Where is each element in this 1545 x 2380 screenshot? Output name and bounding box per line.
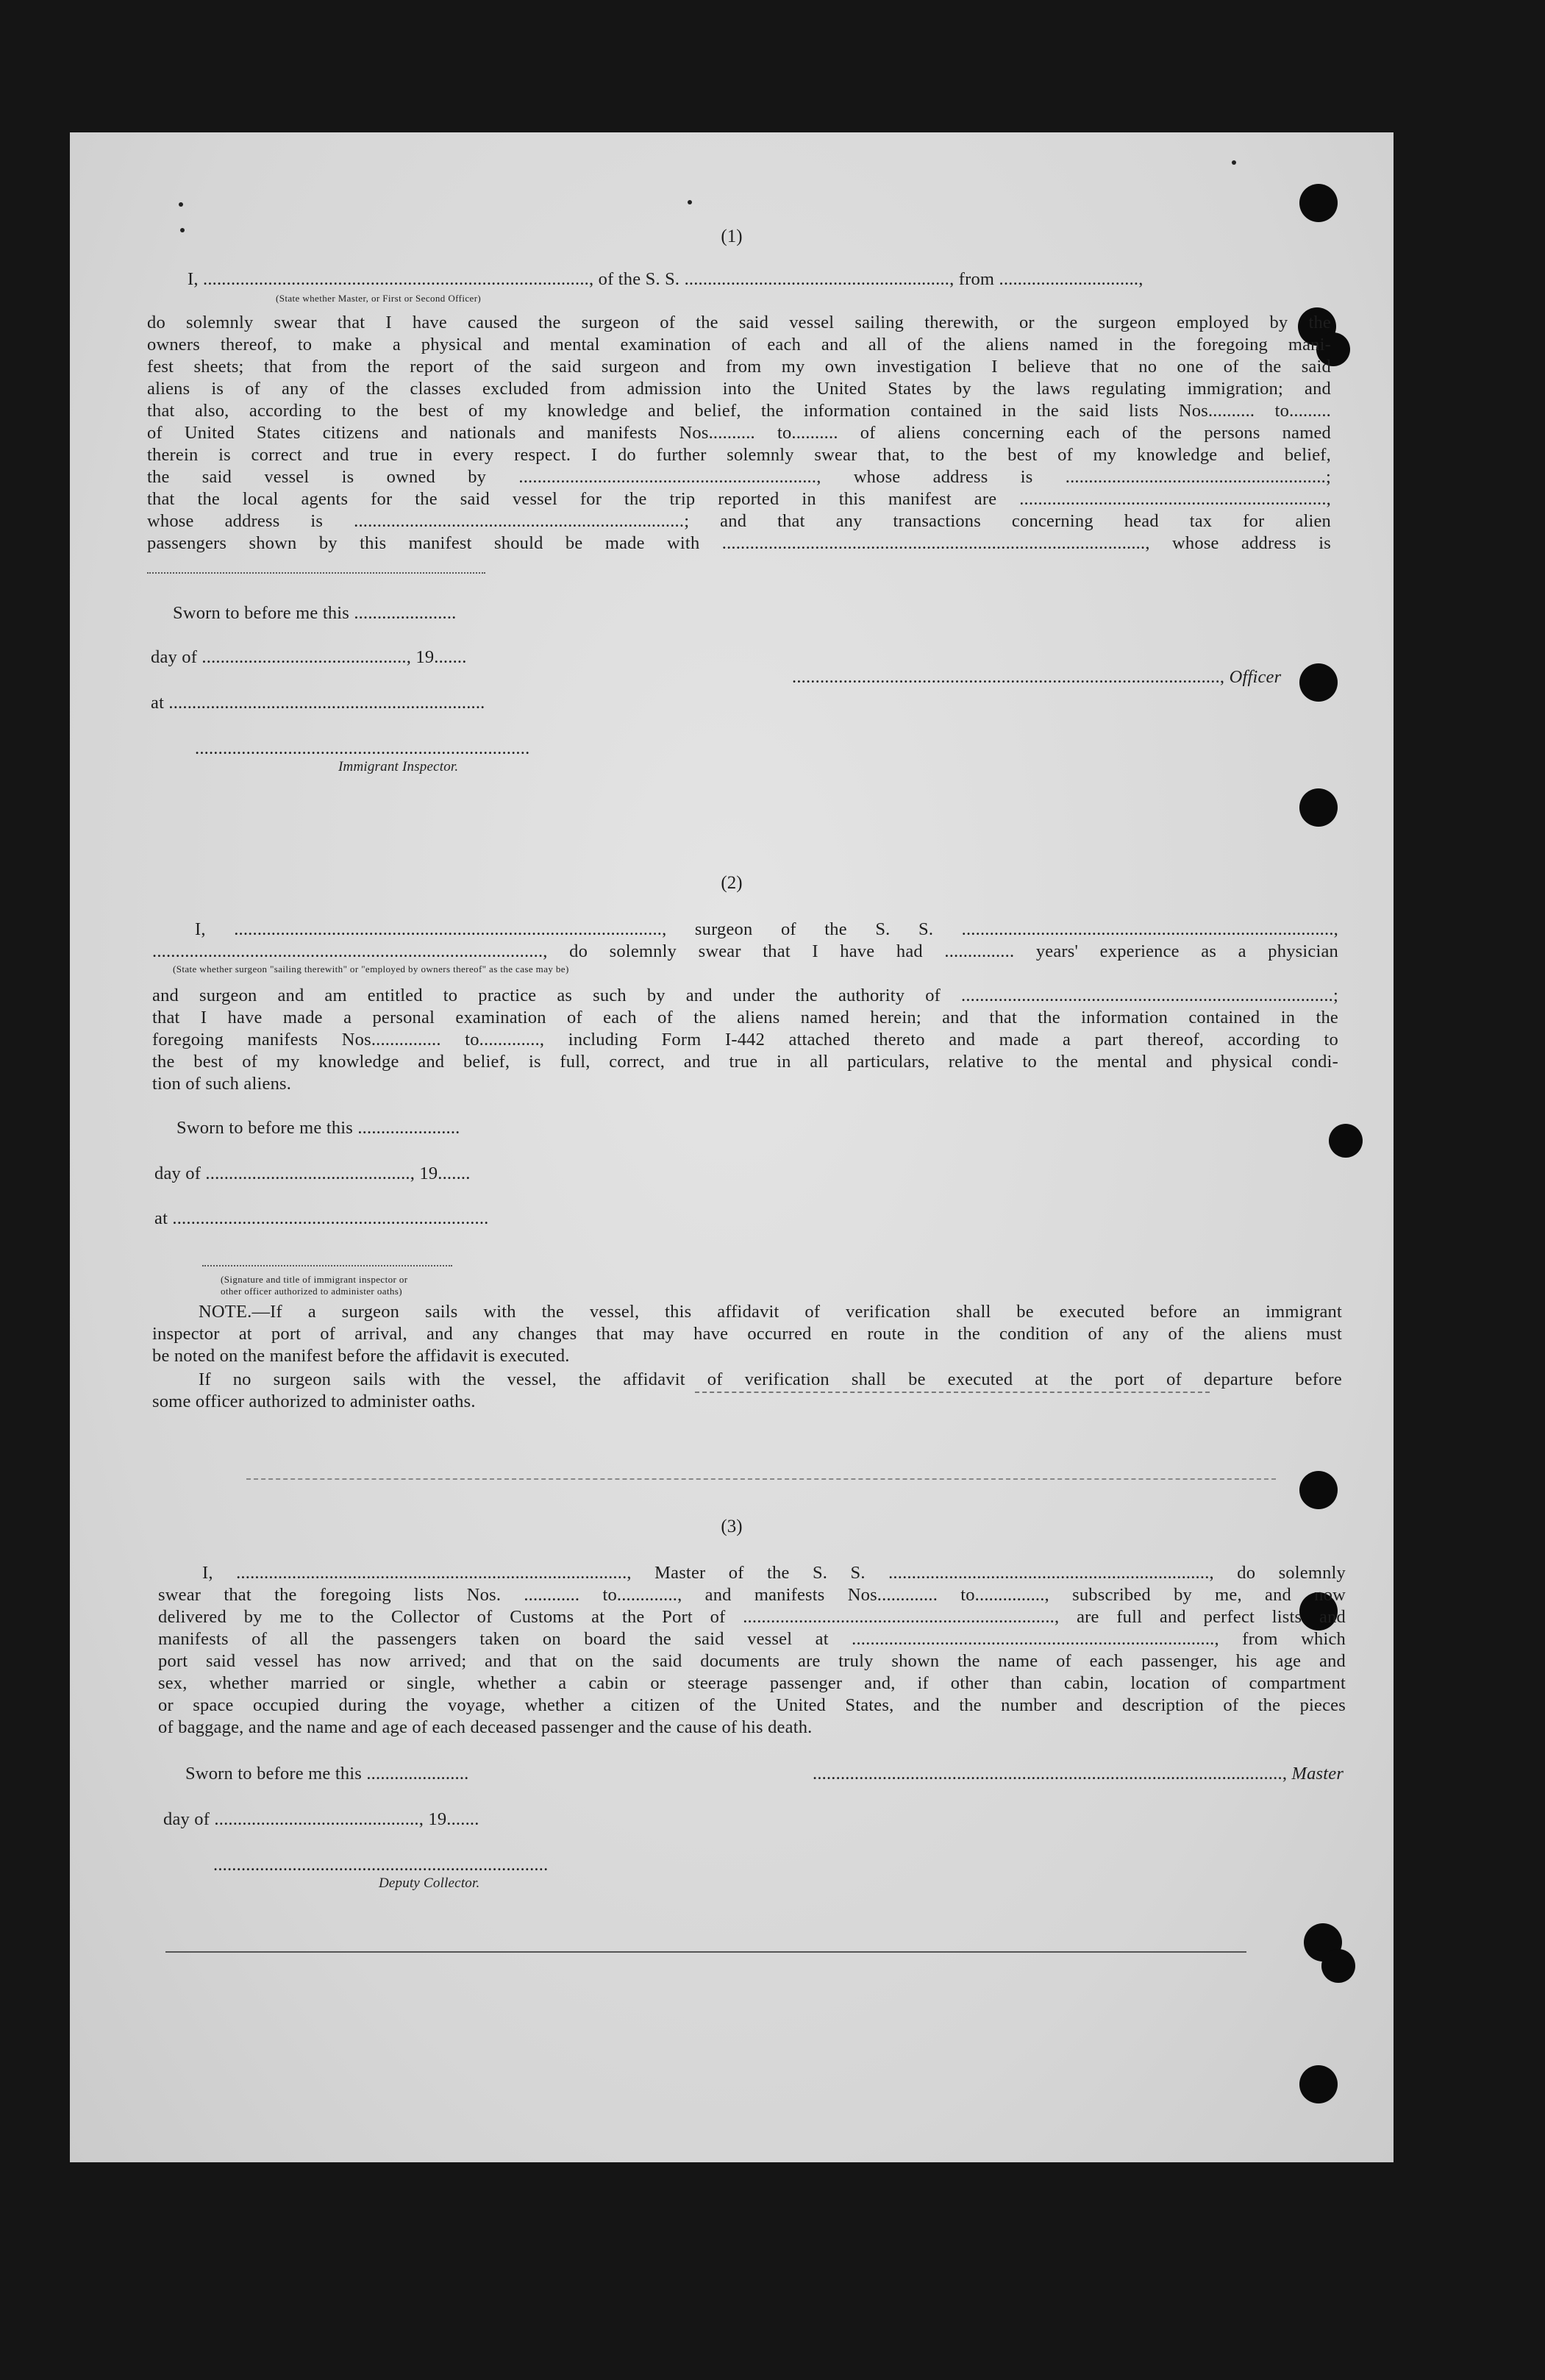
s3-line-4: manifests of all the passengers taken on board the said vessel at .............................................................................., from which [158, 1629, 1346, 1649]
s3-collector-line: ........................................................................ [213, 1855, 549, 1875]
s1-line-6: that also, according to the best of my knowledge and belief, the information contained in the said lists Nos.......... to......... [147, 401, 1331, 421]
manifest-affidavit-page [70, 132, 1394, 2162]
s1-line-1: I, ..................................................................................., of the S. S. ........................................................., from .............................., [188, 269, 1143, 289]
punch-hole [1299, 184, 1338, 222]
section-2-number: (2) [721, 873, 743, 893]
s1-line-2: do solemnly swear that I have caused the surgeon of the said vessel sailing therewith, or the surgeon employed by the [147, 313, 1331, 332]
ink-speck [179, 202, 183, 207]
s1-rule [147, 572, 485, 574]
section-3-number: (3) [721, 1517, 743, 1536]
punch-hole [1321, 1949, 1355, 1983]
s1-day: day of ............................................, 19....... [151, 647, 467, 667]
s2-bottom-rule [246, 1478, 1276, 1480]
punch-hole [1299, 663, 1338, 702]
s3-line-3: delivered by me to the Collector of Customs at the Port of ..................................................................., are full and perfect lists and [158, 1607, 1346, 1627]
s3-line-8: of baggage, and the name and age of each deceased passenger and the cause of his death. [158, 1717, 813, 1737]
s3-sworn: Sworn to before me this ...................... [185, 1764, 469, 1784]
s2-surgeon-note: (State whether surgeon "sailing therewith" or "employed by owners thereof" as the case may be) [173, 963, 569, 975]
punch-hole [1329, 1124, 1363, 1158]
s2-sig-note-1: (Signature and title of immigrant inspector or [221, 1274, 408, 1285]
s1-line-9: the said vessel is owned by ................................................................, whose address is ........................................................; [147, 467, 1331, 487]
s1-inspector-line: ........................................................................ [195, 738, 530, 758]
s3-line-6: sex, whether married or single, whether a cabin or steerage passenger and, if other than cabin, location of compartment [158, 1673, 1346, 1693]
s2-at: at .................................................................... [154, 1208, 489, 1228]
s2-note-rule [695, 1392, 1210, 1393]
s3-master-line [813, 1764, 1344, 1784]
s1-officer-label: Officer [1229, 667, 1282, 687]
s2-line-7: tion of such aliens. [152, 1074, 292, 1094]
s1-officer-line [792, 667, 1281, 688]
s2-day: day of ............................................, 19....... [154, 1164, 471, 1183]
s3-line-7: or space occupied during the voyage, whether a citizen of the United States, and the number and description of the pieces [158, 1695, 1346, 1715]
s3-master-label: Master [1291, 1764, 1344, 1784]
s3-line-5: port said vessel has now arrived; and that on the said documents are truly shown the name of each passenger, his age and [158, 1651, 1346, 1671]
s1-line-8: therein is correct and true in every respect. I do further solemnly swear that, to the best of my knowledge and belief, [147, 445, 1331, 465]
s1-line-11: whose address is .......................................................................; and that any transactions concerning head tax for alien [147, 511, 1331, 531]
s2-note-3: be noted on the manifest before the affidavit is executed. [152, 1346, 570, 1366]
s1-line-3: owners thereof, to make a physical and mental examination of each and all of the aliens named in the foregoing mani- [147, 335, 1331, 354]
s2-note-2: inspector at port of arrival, and any changes that may have occurred en route in the condition of any of the aliens must [152, 1324, 1342, 1344]
s1-line-7: of United States citizens and nationals and manifests Nos.......... to.......... of aliens concerning each of the persons named [147, 423, 1331, 443]
ink-speck [1232, 160, 1236, 165]
s1-inspector-label: Immigrant Inspector. [338, 759, 459, 774]
s2-line-1: I, ............................................................................................, surgeon of the S. S. ................................................................................, [195, 919, 1338, 939]
punch-hole [1299, 788, 1338, 827]
s2-note-1: NOTE.—If a surgeon sails with the vessel, this affidavit of verification shall be executed before an immigrant [199, 1302, 1342, 1322]
s2-sig-note-2: other officer authorized to administer oaths) [221, 1286, 402, 1297]
s1-line-4: fest sheets; that from the report of the said surgeon and from my own investigation I believe that no one of the said [147, 357, 1331, 377]
ink-speck [688, 200, 692, 204]
punch-hole [1299, 2065, 1338, 2103]
s2-line-3: and surgeon and am entitled to practice as such by and under the authority of ................................................................................; [152, 986, 1338, 1005]
s1-line-5: aliens is of any of the classes excluded from admission into the United States by the laws regulating immigration; and [147, 379, 1331, 399]
page-bottom-rule [165, 1951, 1246, 1953]
s3-master-dots: ....................................................................................................., [813, 1764, 1292, 1784]
s3-line-1: I, ...................................................................................., Master of the S. S. ....................................................................., do solemnly [202, 1563, 1346, 1583]
s3-day: day of ............................................, 19....... [163, 1809, 479, 1829]
s2-signature-rule [202, 1265, 452, 1266]
section-1-number: (1) [721, 227, 743, 246]
s2-line-4: that I have made a personal examination of each of the aliens named herein; and that the information contained in the [152, 1008, 1338, 1027]
s1-officer-note: (State whether Master, or First or Second Officer) [276, 293, 482, 304]
s1-line-12: passengers shown by this manifest should be made with ..........................................................................................., whose address is [147, 533, 1331, 553]
s2-line-2: ...................................................................................., do solemnly swear that I have had ............... years' experience as a physician [152, 941, 1338, 961]
s2-line-6: the best of my knowledge and belief, is full, correct, and true in all particulars, relative to the mental and physical condi- [152, 1052, 1338, 1072]
punch-hole [1299, 1471, 1338, 1509]
s1-line-10: that the local agents for the said vessel for the trip reported in this manifest are .................................................................., [147, 489, 1331, 509]
s2-note-4: If no surgeon sails with the vessel, the affidavit of verification shall be executed at the port of departure before [199, 1369, 1342, 1389]
s2-sworn: Sworn to before me this ...................... [176, 1118, 460, 1138]
s1-officer-dots: ............................................................................................, [792, 667, 1230, 687]
s1-at: at .................................................................... [151, 693, 485, 713]
s1-sworn: Sworn to before me this ...................... [173, 603, 457, 623]
s2-line-5: foregoing manifests Nos............... to............., including Form I-442 attached thereto and made a part thereof, according to [152, 1030, 1338, 1050]
s3-collector-label: Deputy Collector. [379, 1875, 480, 1891]
s3-line-2: swear that the foregoing lists Nos. ............ to............., and manifests Nos............. to..............., subscribed by me, and now [158, 1585, 1346, 1605]
s2-note-5: some officer authorized to administer oaths. [152, 1392, 476, 1411]
